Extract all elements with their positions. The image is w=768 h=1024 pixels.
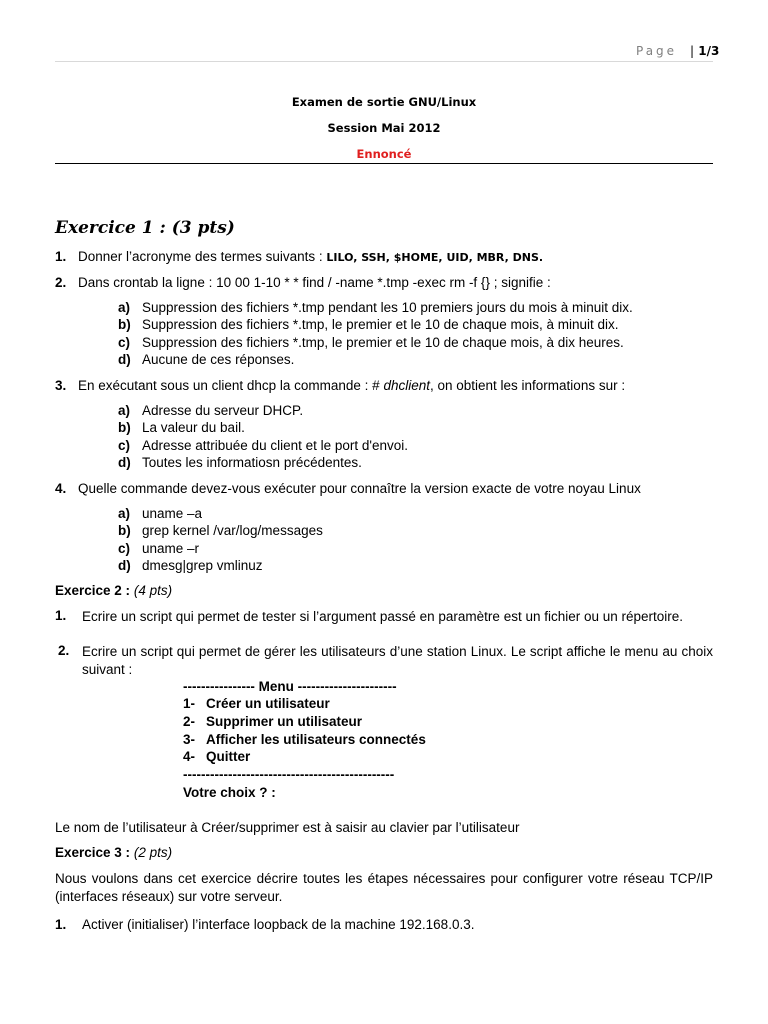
ex1-q1-number: 1. — [55, 249, 67, 264]
ex3-points: (2 pts) — [133, 845, 173, 860]
header-rule — [55, 61, 713, 62]
ex1-q4-option-label: b) — [118, 523, 131, 538]
ex1-q2-option-label: d) — [118, 352, 131, 367]
menu-item-number: 3- — [183, 732, 196, 747]
session-title: Session Mai 2012 — [327, 121, 441, 135]
ex1-q2-option-text: Suppression des fichiers *.tmp, le premier et le 10 de chaque mois, à dix heures. — [142, 335, 624, 350]
ex1-q4-option-label: c) — [118, 541, 131, 556]
page-separator: | — [690, 44, 695, 58]
menu-item-number: 4- — [183, 749, 196, 764]
ex1-q2-option-label: a) — [118, 300, 131, 315]
page-number-value: 1/3 — [698, 44, 720, 58]
menu-item-label: Quitter — [206, 749, 251, 764]
ex1-q2-option-text: Aucune de ces réponses. — [142, 352, 295, 367]
ex2-heading-label: Exercice 2 : — [55, 583, 131, 598]
page-number — [690, 44, 719, 58]
ex1-q3-option-label: c) — [118, 438, 131, 453]
ex1-q3-option-text: Adresse attribuée du client et le port d'envoi. — [142, 438, 408, 453]
ex1-q2-option-label: b) — [118, 317, 131, 332]
ex1-q1-text — [78, 249, 543, 264]
exercise-1-heading: Exercice 1 : (3 pts) — [55, 218, 235, 238]
ex1-q4-option-text: uname –r — [142, 541, 200, 556]
ex1-q4-option-text: dmesg|grep vmlinuz — [142, 558, 263, 573]
ex2-q1-number: 1. — [55, 608, 67, 623]
ex1-q3-command: dhclient — [383, 378, 430, 393]
ex3-q1-number: 1. — [55, 917, 67, 932]
ex1-q3-pre: En exécutant sous un client dhcp la commande : # — [78, 378, 384, 393]
ex1-q3-option-label: d) — [118, 455, 131, 470]
menu-item-label: Supprimer un utilisateur — [206, 714, 363, 729]
ex1-q3-option-label: b) — [118, 420, 131, 435]
menu-item-number: 2- — [183, 714, 196, 729]
ex1-q2-option-text: Suppression des fichiers *.tmp, le premier et le 10 de chaque mois, à minuit dix. — [142, 317, 619, 332]
ex1-q3-option-text: Toutes les informatiosn précédentes. — [142, 455, 362, 470]
ex3-heading-label: Exercice 3 : — [55, 845, 131, 860]
page-label: Page — [636, 44, 678, 58]
ex3-q1-text: Activer (initialiser) l’interface loopback de la machine 192.168.0.3. — [82, 917, 475, 932]
exercise-2-heading — [55, 583, 172, 598]
ex1-q3-option-label: a) — [118, 403, 131, 418]
ex1-q2-option-label: c) — [118, 335, 131, 350]
ex1-q2-number: 2. — [55, 275, 67, 290]
menu-item-number: 1- — [183, 696, 196, 711]
ex1-q3-post: , on obtient les informations sur : — [429, 378, 626, 393]
ex1-q3-option-text: Adresse du serveur DHCP. — [142, 403, 304, 418]
ex1-q3-option-text: La valeur du bail. — [142, 420, 245, 435]
ex1-q1-terms: LILO, SSH, $HOME, UID, MBR, DNS. — [326, 251, 544, 264]
ex1-q3-number: 3. — [55, 378, 67, 393]
ex1-q4-option-text: grep kernel /var/log/messages — [142, 523, 323, 538]
ex1-q4-number: 4. — [55, 481, 67, 496]
menu-bottom-line: ----------------------------------------------- — [183, 767, 395, 782]
ex1-q1-prompt: Donner l’acronyme des termes suivants : — [78, 249, 327, 264]
ex1-q2-option-text: Suppression des fichiers *.tmp pendant les 10 premiers jours du mois à minuit dix. — [142, 300, 633, 315]
ex1-q4-option-label: a) — [118, 506, 131, 521]
ex2-q2-number: 2. — [58, 643, 70, 658]
ex2-points: (4 pts) — [133, 583, 173, 598]
ex2-note: Le nom de l’utilisateur à Créer/supprimer est à saisir au clavier par l’utilisateur — [55, 820, 520, 835]
menu-item-label: Créer un utilisateur — [206, 696, 330, 711]
exam-title: Examen de sortie GNU/Linux — [291, 95, 477, 109]
ex2-q1-text: Ecrire un script qui permet de tester si l’argument passé en paramètre est un fichier ou un répertoire. — [82, 609, 684, 624]
ex1-q2-text: Dans crontab la ligne : 10 00 1-10 * * find / -name *.tmp -exec rm -f {} ; signifie : — [78, 275, 551, 290]
menu-prompt: Votre choix ? : — [183, 785, 276, 800]
exercise-3-heading — [55, 845, 172, 860]
ex2-q2-text: Ecrire un script qui permet de gérer les utilisateurs d’une station Linux. Le script affiche le menu au choix suivant : — [82, 644, 713, 677]
menu-top-line: ---------------- Menu ---------------------- — [183, 679, 397, 694]
ex1-q4-option-text: uname –a — [142, 506, 203, 521]
menu-item-label: Afficher les utilisateurs connectés — [206, 732, 426, 747]
ex1-q4-text: Quelle commande devez-vous exécuter pour connaître la version exacte de votre noyau Linux — [78, 481, 641, 496]
title-rule — [55, 163, 713, 164]
ex1-q4-option-label: d) — [118, 558, 131, 573]
ex3-intro: Nous voulons dans cet exercice décrire toutes les étapes nécessaires pour configurer votre réseau TCP/IP (interfaces réseaux) sur votre serveur. — [55, 871, 713, 904]
ex1-q3-text — [78, 378, 625, 393]
ennonce-title: Ennoncé — [356, 147, 412, 161]
